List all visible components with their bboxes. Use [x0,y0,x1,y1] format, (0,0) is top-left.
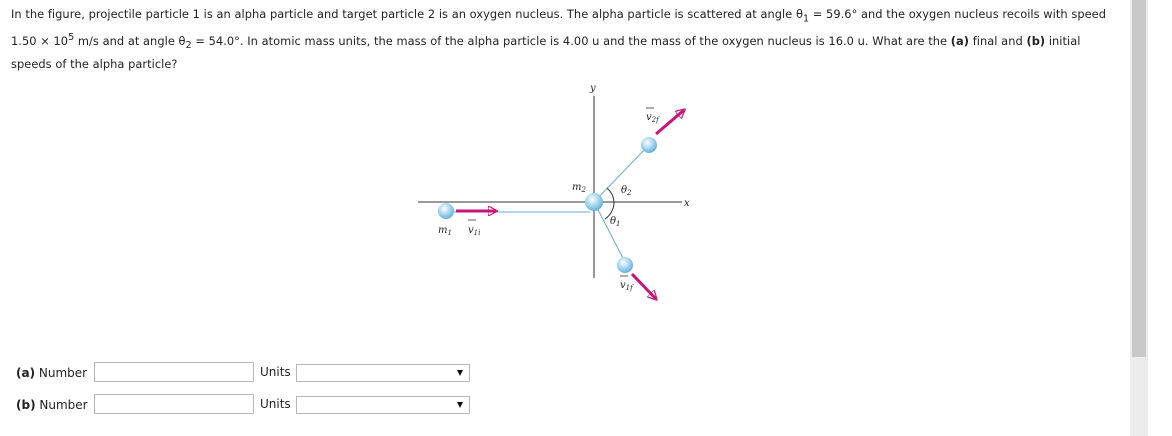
theta1-label-main: θ [610,216,617,227]
question-part5: final and [969,33,1027,48]
m1-label-main: m [438,225,448,236]
vertical-scrollbar[interactable] [1130,0,1148,436]
question-sup: 5 [68,31,75,43]
answer-a-label-text: Number [35,366,88,380]
answer-a-units-select[interactable] [296,364,470,382]
particle-m1 [438,203,454,219]
m2-label [572,182,586,194]
answer-a-label [16,366,87,380]
v1f-label [620,280,634,292]
answer-row-a [16,362,486,384]
answer-a-units-label: Units [260,365,291,379]
particle-m2 [585,193,603,211]
answer-row-b [16,394,486,416]
particle-oxygen-recoil [641,137,657,153]
v1f-label-sub: 1f [625,284,633,292]
v2f-label [646,112,660,124]
question-part6: initial speeds of the alpha particle? [11,33,1081,72]
theta1-label [610,216,621,228]
theta2-label-sub: 2 [627,189,632,197]
m2-label-main: m [572,182,582,193]
answer-a-tag: (a) [16,366,36,380]
dropdown-arrow-icon [457,402,463,408]
question-part3: m/s and at angle θ [74,33,186,48]
answer-b-label-text: Number [35,398,88,412]
answer-b-label [16,398,88,412]
v2f-label-sub: 2f [651,116,659,124]
scrollbar-thumb[interactable] [1132,0,1146,357]
m2-label-sub: 2 [581,186,586,194]
v2f-vector [656,110,684,134]
collision-figure [400,78,720,308]
alpha-scatter-path [594,202,625,262]
dropdown-arrow-icon [457,370,463,376]
answer-b-units-select[interactable] [296,396,470,414]
v1i-label-main: v [468,225,474,236]
question-sub1: 1 [802,13,810,25]
question-sub2: 2 [185,39,192,51]
question-a-tag: (a) [950,33,970,48]
v1f-vector [632,274,656,299]
m1-label-sub: 1 [447,229,452,237]
question-part1: In the figure, projectile particle 1 is an alpha particle and target particle 2 is an oxygen nucleus. The alpha particle is scattered at angle θ [11,7,803,21]
question-b-tag: (b) [1026,33,1046,48]
v1i-label-sub: 1i [473,229,481,237]
theta1-label-sub: 1 [616,220,621,228]
v2f-label-main: v [646,112,652,123]
x-axis-label: x [684,198,690,209]
theta2-label-main: θ [621,185,628,196]
v1f-label-main: v [620,280,626,291]
answer-b-units-label: Units [260,397,291,411]
theta2-label [621,185,632,197]
question-text [11,5,1111,74]
particle-alpha-scattered [617,257,633,273]
question-part2: = 59.6° and the oxygen nucleus recoils with speed 1.50 × 10 [11,7,1107,48]
answer-a-number-input[interactable] [94,362,254,382]
y-axis-label: y [590,83,596,94]
answer-b-tag: (b) [16,398,36,412]
m1-label [438,225,452,237]
answer-b-number-input[interactable] [94,394,254,414]
question-part4: = 54.0°. In atomic mass units, the mass of the alpha particle is 4.00 u and the mass of the oxygen nucleus is 16.0 u. What are the [191,33,951,48]
v1i-label [468,225,480,237]
theta2-arc [607,188,614,202]
